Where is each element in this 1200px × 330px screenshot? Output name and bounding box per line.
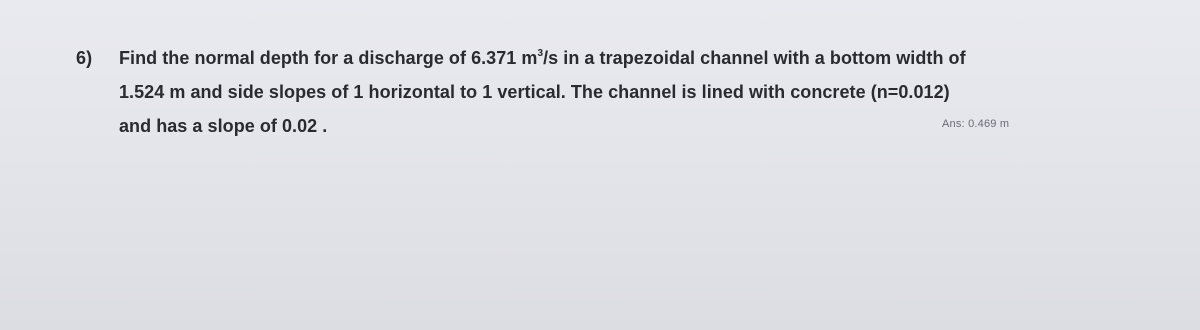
problem-text-line-1-part-b: /s in a trapezoidal channel with a bottom width of	[543, 48, 966, 68]
problem-text-line-3: and has a slope of 0.02 .	[119, 116, 328, 136]
problem-text-line-2: 1.524 m and side slopes of 1 horizontal to 1 vertical. The channel is lined with concrete (n=0.012)	[119, 82, 950, 102]
cubed-superscript: 3	[537, 48, 544, 59]
problem-text-line-1	[119, 41, 966, 75]
problem-text-line-1-part-a: Find the normal depth for a discharge of 6.371 m	[119, 48, 538, 68]
problem-number: 6)	[76, 48, 93, 68]
answer-note: Ans: 0.469 m	[942, 118, 1010, 130]
